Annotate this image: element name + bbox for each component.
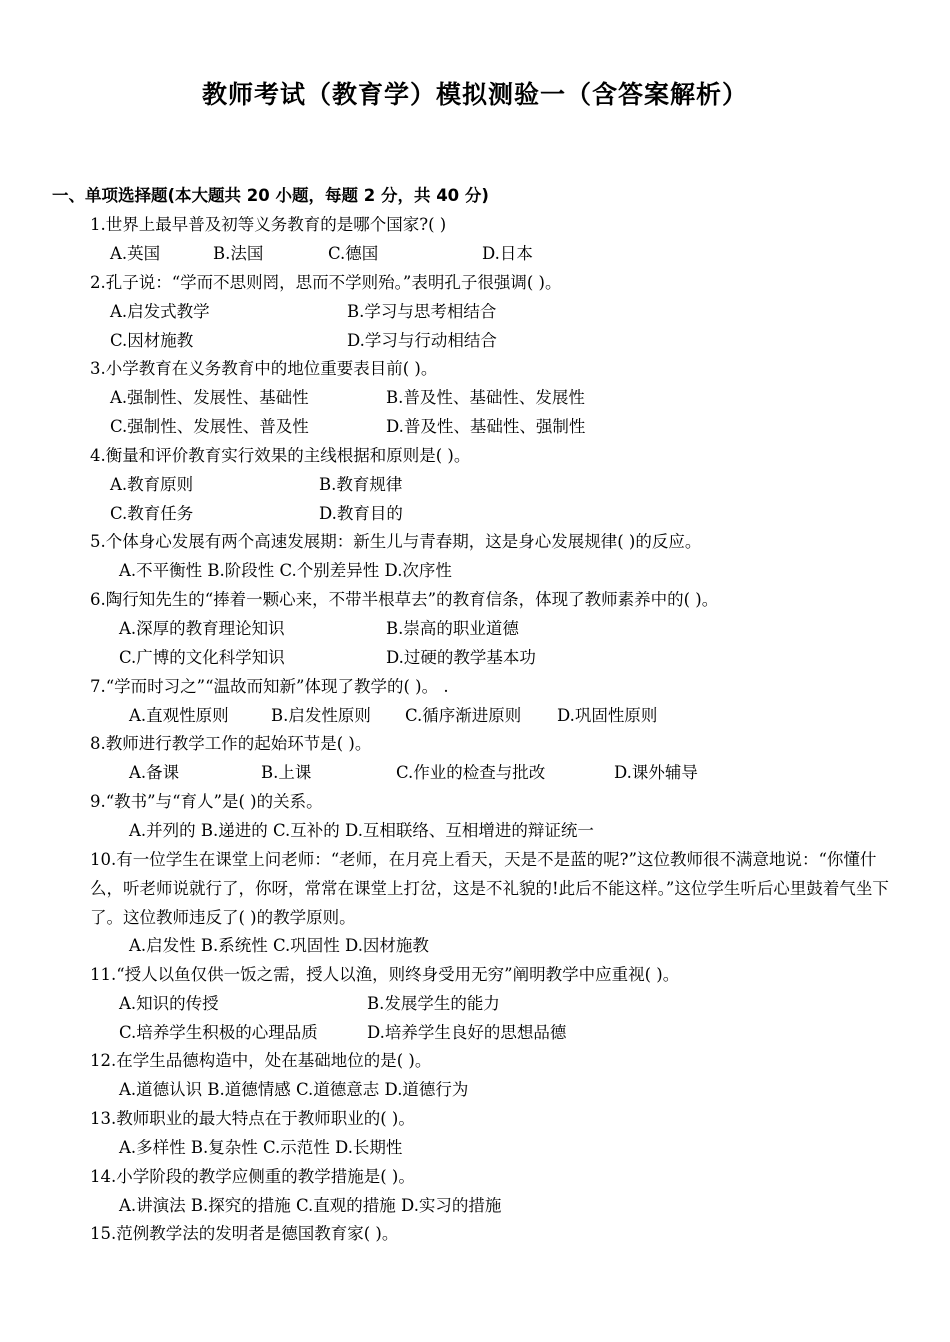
- question-stem: 5.个体身心发展有两个高速发展期：新生儿与青春期，这是身心发展规律( )的反应。: [90, 532, 702, 551]
- option-a: A.启发式教学: [110, 302, 210, 321]
- option-a: A.知识的传授: [119, 994, 219, 1013]
- question-stem: 9.“教书”与“育人”是( )的关系。: [90, 792, 323, 811]
- option-d: D.教育目的: [319, 504, 403, 523]
- option-c: C.培养学生积极的心理品质: [119, 1023, 318, 1042]
- option-c: C.因材施教: [110, 331, 194, 350]
- option-d: D.普及性、基础性、强制性: [386, 417, 586, 436]
- option-c: C.作业的检查与批改: [396, 763, 546, 782]
- option-b: B.法国: [213, 244, 264, 263]
- option-c: C.德国: [328, 244, 379, 263]
- option-b: B.发展学生的能力: [367, 994, 500, 1013]
- option-d: D.课外辅导: [614, 763, 698, 782]
- option-c: C.广博的文化科学知识: [119, 648, 285, 667]
- section-heading: 一、单项选择题(本大题共 20 小题，每题 2 分，共 40 分): [52, 186, 489, 205]
- option-a: A.备课: [129, 763, 180, 782]
- question-stem: 10.有一位学生在课堂上问老师：“老师，在月亮上看天，天是不是蓝的呢?”这位教师很不满意地说：“你懂什么，听老师说就行了，你呀，常常在课堂上打岔，这是不礼貌的!此后不能这样。”这位学生听后心里鼓着气坐下了。这位教师违反了( )的教学原则。: [90, 850, 889, 927]
- option-a: A.英国: [110, 244, 161, 263]
- question-stem: 11.“授人以鱼仅供一饭之需，授人以渔，则终身受用无穷”阐明教学中应重视( )。: [90, 965, 680, 984]
- option-b: B.教育规律: [319, 475, 403, 494]
- question-stem: 1.世界上最早普及初等义务教育的是哪个国家?( ): [90, 215, 447, 234]
- question-stem: 14.小学阶段的教学应侧重的教学措施是( )。: [90, 1167, 415, 1186]
- options-line: A.并列的 B.递进的 C.互补的 D.互相联络、互相增进的辩证统一: [129, 821, 594, 840]
- option-b: B.普及性、基础性、发展性: [386, 388, 585, 407]
- option-b: B.上课: [261, 763, 312, 782]
- options-line: A.启发性 B.系统性 C.巩固性 D.因材施教: [129, 936, 429, 955]
- options-line: A.不平衡性 B.阶段性 C.个别差异性 D.次序性: [119, 561, 452, 580]
- option-d: D.学习与行动相结合: [347, 331, 497, 350]
- question-stem: 8.教师进行教学工作的起始环节是( )。: [90, 734, 372, 753]
- option-a: A.深厚的教育理论知识: [119, 619, 285, 638]
- options-line: A.道德认识 B.道德情感 C.道德意志 D.道德行为: [119, 1080, 469, 1099]
- option-a: A.直观性原则: [129, 706, 229, 725]
- option-a: A.教育原则: [110, 475, 194, 494]
- option-d: D.巩固性原则: [557, 706, 658, 725]
- option-b: B.崇高的职业道德: [386, 619, 519, 638]
- question-stem: 4.衡量和评价教育实行效果的主线根据和原则是( )。: [90, 446, 471, 465]
- options-line: A.多样性 B.复杂性 C.示范性 D.长期性: [119, 1138, 403, 1157]
- option-c: C.教育任务: [110, 504, 194, 523]
- option-c: C.强制性、发展性、普及性: [110, 417, 309, 436]
- question-stem: 3.小学教育在义务教育中的地位重要表目前( )。: [90, 359, 438, 378]
- option-c: C.循序渐进原则: [405, 706, 522, 725]
- option-b: B.启发性原则: [271, 706, 371, 725]
- option-d: D.过硬的教学基本功: [386, 648, 536, 667]
- option-d: D.日本: [482, 244, 533, 263]
- question-stem: 2.孔子说：“学而不思则罔，思而不学则殆。”表明孔子很强调( )。: [90, 273, 562, 292]
- question-stem: 6.陶行知先生的“捧着一颗心来，不带半根草去”的教育信条，体现了教师素养中的( )。: [90, 590, 719, 609]
- question-stem: 12.在学生品德构造中，处在基础地位的是( )。: [90, 1051, 432, 1070]
- options-line: A.讲演法 B.探究的措施 C.直观的措施 D.实习的措施: [119, 1196, 502, 1215]
- question-stem: 15.范例教学法的发明者是德国教育家( )。: [90, 1224, 399, 1243]
- question-stem: 7.“学而时习之”“温故而知新”体现了教学的( )。 .: [90, 677, 449, 696]
- option-d: D.培养学生良好的思想品德: [367, 1023, 567, 1042]
- question-stem: 13.教师职业的最大特点在于教师职业的( )。: [90, 1109, 415, 1128]
- option-b: B.学习与思考相结合: [347, 302, 497, 321]
- page-title: 教师考试（教育学）模拟测验一（含答案解析）: [201, 80, 748, 109]
- option-a: A.强制性、发展性、基础性: [110, 388, 309, 407]
